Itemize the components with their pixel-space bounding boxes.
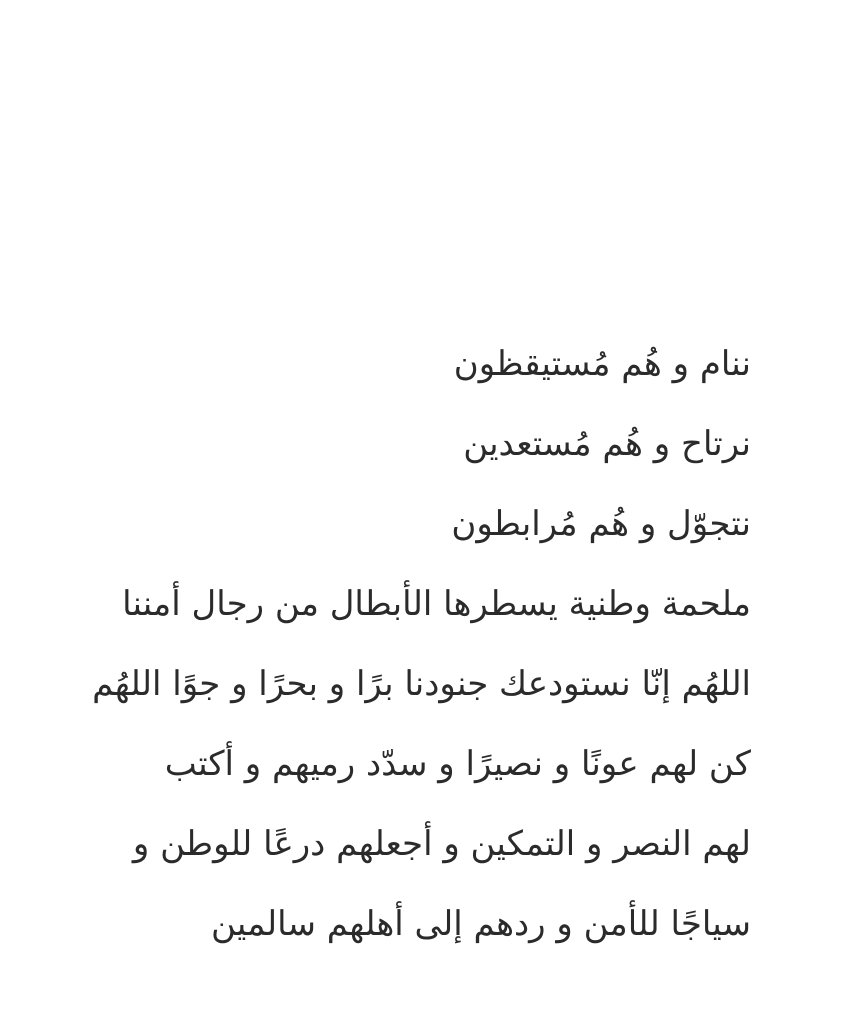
poem-line-2: نرتاح و هُم مُستعدين: [463, 424, 751, 464]
poem-line-8: سياجًا للأمن و ردهم إلى أهلهم سالمين: [210, 904, 751, 944]
poem-text: [31, 324, 751, 964]
poem-line-5: اللهُم إنّا نستودعك جنودنا برًا و بحرًا و جوًا اللهُم: [92, 664, 751, 704]
poem-line-4: ملحمة وطنية يسطرها الأبطال من رجال أمننا: [122, 584, 751, 624]
poem-line-6: كن لهم عونًا و نصيرًا و سدّد رميهم و أكتب: [164, 744, 751, 784]
poem-line-1: ننام و هُم مُستيقظون: [453, 344, 751, 384]
poem-line-7: لهم النصر و التمكين و أجعلهم درعًا للوطن و: [132, 824, 751, 864]
poem-line-3: نتجوّل و هُم مُرابطون: [451, 504, 751, 544]
